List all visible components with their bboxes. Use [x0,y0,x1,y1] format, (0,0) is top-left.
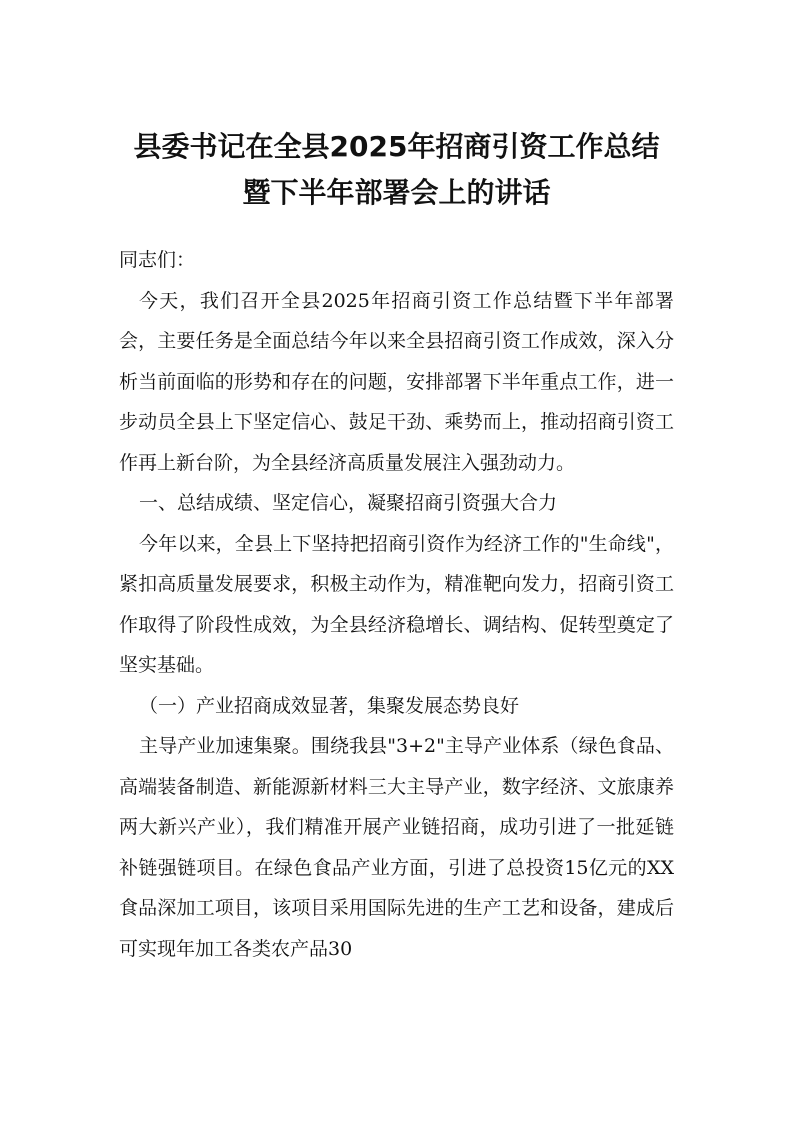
paragraph-subsection-1: 主导产业加速集聚。围绕我县"3+2"主导产业体系（绿色食品、高端装备制造、新能源新材料三大主导产业，数字经济、文旅康养两大新兴产业），我们精准开展产业链招商，成功引进了一批延链补链强链项目。在绿色食品产业方面，引进了总投资15亿元的XX食品深加工项目，该项目采用国际先进的生产工艺和设备，建成后可实现年加工各类农产品30 [119,735,674,960]
salutation: 同志们： [119,249,196,271]
paragraph-intro: 今天，我们召开全县2025年招商引资工作总结暨下半年部署会，主要任务是全面总结今年以来全县招商引资工作成效，深入分析当前面临的形势和存在的问题，安排部署下半年重点工作，进一步动员全县上下坚定信心、鼓足干劲、乘势而上，推动招商引资工作再上新台阶，为全县经济高质量发展注入强劲动力。 [119,289,674,474]
document-title-line-1: 县委书记在全县2025年招商引资工作总结 [133,130,660,163]
section-heading-1: 一、总结成绩、坚定信心，凝聚招商引资强大合力 [139,492,558,514]
document-body [119,240,674,969]
subsection-heading-1: （一）产业招商成效显著，集聚发展态势良好 [139,694,520,717]
document-title-line-2: 暨下半年部署会上的讲话 [242,176,551,209]
paragraph-section-1: 今年以来，全县上下坚持把招商引资作为经济工作的"生命线"，紧扣高质量发展要求，积极主动作为，精准靶向发力，招商引资工作取得了阶段性成效，为全县经济稳增长、调结构、促转型奠定了坚实基础。 [119,532,674,676]
